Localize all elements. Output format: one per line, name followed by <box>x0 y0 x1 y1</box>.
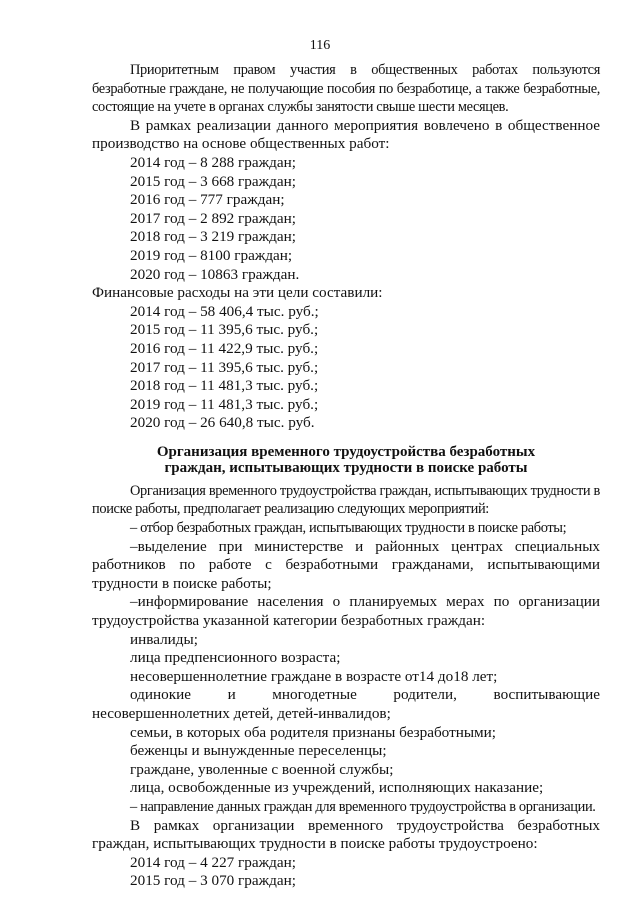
list-item: 2014 год – 8 288 граждан; <box>130 153 296 171</box>
list-item: 2018 год – 3 219 граждан; <box>130 228 296 246</box>
category-item: семьи, в которых оба родителя признаны безработными; <box>130 723 496 741</box>
list-item: 2016 год – 11 422,9 тыс. руб.; <box>130 339 319 357</box>
measure-item: –информирование населения о планируемых мерах по организации трудоустройства указанной категории безработных граждан: <box>92 593 600 630</box>
list-item: 2019 год – 8100 граждан; <box>130 246 293 264</box>
measure-item: – отбор безработных граждан, испытывающих трудности в поиске работы; <box>130 520 567 537</box>
paragraph-involvement: В рамках реализации данного мероприятия вовлечено в общественное производство на основе общественных работ: <box>92 116 600 153</box>
list-item: 2018 год – 11 481,3 тыс. руб.; <box>130 377 319 395</box>
section-heading <box>92 444 600 477</box>
page-number: 116 <box>309 38 331 53</box>
section-heading-line: Организация временного трудоустройства безработных <box>156 443 536 460</box>
category-item: инвалиды; <box>130 630 198 648</box>
paragraph-employed: В рамках организации временного трудоустройства безработных граждан, испытывающих трудности в поиске работы трудоустроено: <box>92 816 600 853</box>
list-item: 2020 год – 10863 граждан. <box>130 265 300 283</box>
section-heading-line: граждан, испытывающих трудности в поиске работы <box>164 460 528 477</box>
page-content <box>92 61 600 891</box>
list-item: 2016 год – 777 граждан; <box>130 191 285 209</box>
category-item: одинокие и многодетные родители, воспитывающие несовершеннолетних детей, детей-инвалидов; <box>92 686 600 722</box>
category-item: лица предпенсионного возраста; <box>130 649 341 667</box>
finance-intro: Финансовые расходы на эти цели составили: <box>92 284 383 302</box>
category-item: несовершеннолетние граждане в возрасте от14 до18 лет; <box>130 667 498 685</box>
category-item: беженцы и вынужденные переселенцы; <box>130 742 387 760</box>
category-item: лица, освобожденные из учреждений, исполняющих наказание; <box>130 779 544 797</box>
category-item: граждане, уволенные с военной службы; <box>130 760 394 778</box>
paragraph-organization: Организация временного трудоустройства граждан, испытывающих трудности в поиске работы, предполагает реализацию следующих мероприятий: <box>92 482 600 518</box>
list-item: 2015 год – 11 395,6 тыс. руб.; <box>130 321 319 339</box>
list-item: 2015 год – 3 070 граждан; <box>130 872 296 890</box>
measure-item: –выделение при министерстве и районных центрах специальных работников по работе с безработными гражданами, испытывающими трудности в поиске работы; <box>92 537 600 592</box>
list-item: 2020 год – 26 640,8 тыс. руб. <box>130 414 315 432</box>
list-item: 2015 год – 3 668 граждан; <box>130 172 296 190</box>
paragraph-priority: Приоритетным правом участия в общественных работах пользуются безработные граждане, не получающие пособия по безработице, а также безработные, состоящие на учете в органах службы занятости свыше шести месяцев. <box>92 62 600 116</box>
list-item: 2017 год – 11 395,6 тыс. руб.; <box>130 358 319 376</box>
list-item: 2019 год – 11 481,3 тыс. руб.; <box>130 395 319 413</box>
measure-item: – направление данных граждан для временного трудоустройства в организации. <box>130 798 596 815</box>
list-item: 2017 год – 2 892 граждан; <box>130 209 296 227</box>
list-item: 2014 год – 58 406,4 тыс. руб.; <box>130 302 319 320</box>
list-item: 2014 год – 4 227 граждан; <box>130 853 296 871</box>
